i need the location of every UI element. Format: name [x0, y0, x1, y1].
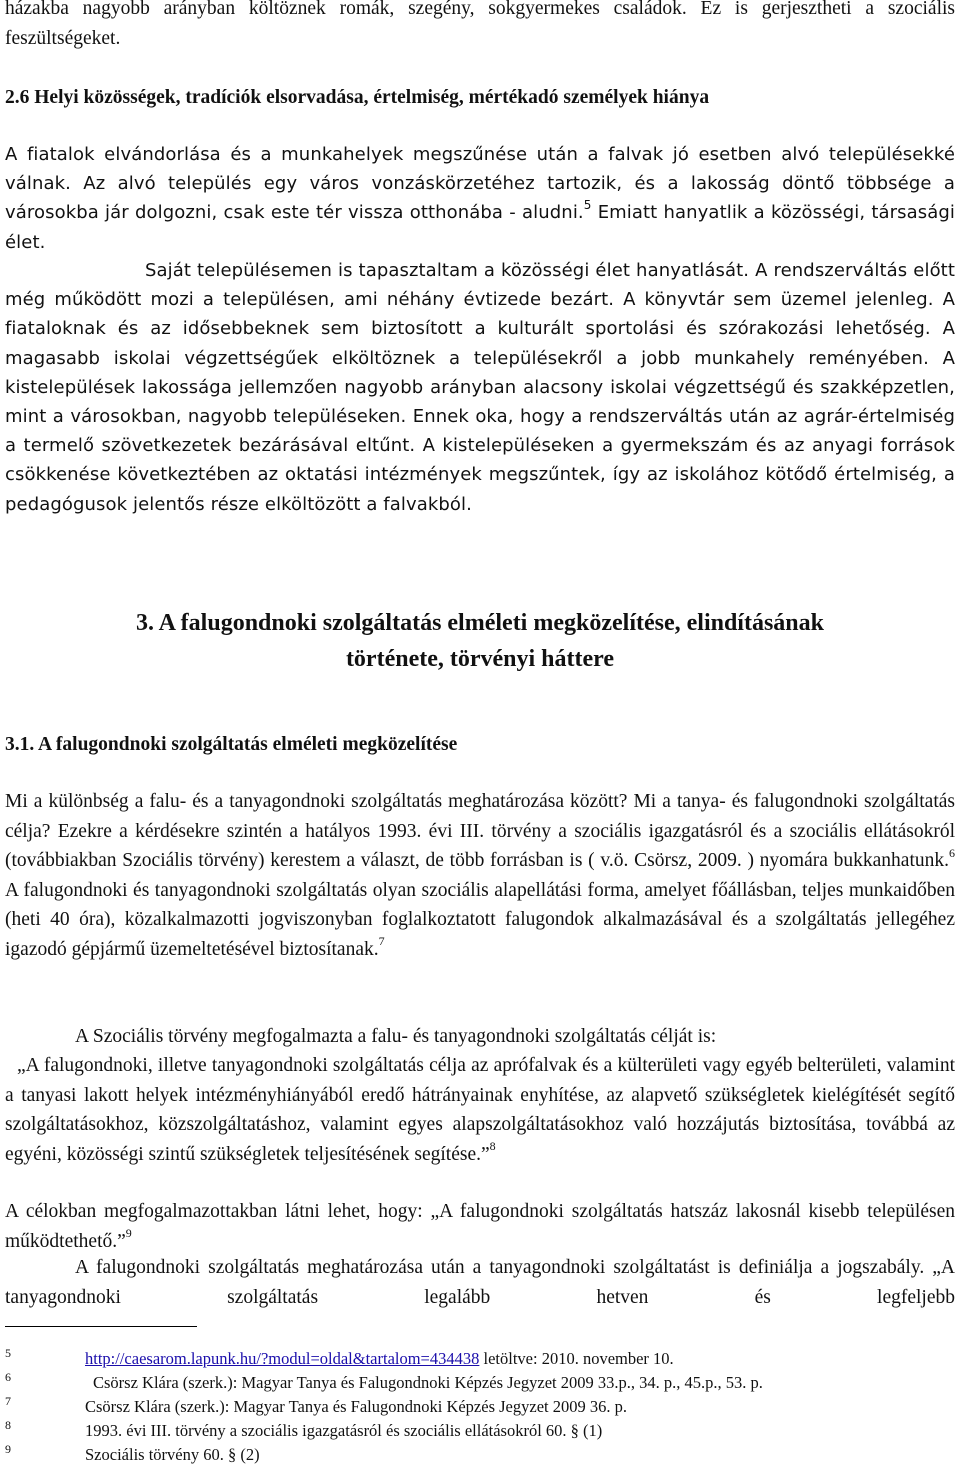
footnote-text: 1993. évi III. törvény a szociális igazgatásról és szociális ellátásokról 60. § (1) — [85, 1421, 603, 1440]
footnote-text: Csörsz Klára (szerk.): Magyar Tanya és Falugondnoki Képzés Jegyzet 2009 33.p., 34. p., 45.p., 53. p. — [93, 1373, 763, 1392]
section-3-1-p4-text: A falugondnoki szolgáltatás meghatározása után a tanyagondnoki szolgáltatást is definiálja a jogszabály. „A tanyagondnoki szolgáltatás legalább hetven és legfeljebb — [5, 1257, 955, 1308]
section-2-6-paragraph-1 — [5, 140, 955, 257]
section-3-1-p2-text: A Szociális törvény megfogalmazta a falu- és tanyagondnoki szolgáltatás célját is: — [75, 1026, 717, 1047]
footnote-number: 6 — [5, 1370, 11, 1384]
top-paragraph: házakba nagyobb arányban költöznek romák, szegény, sokgyermekes családok. Ez is gerjesztheti a szociális feszültségeket. — [5, 0, 955, 49]
chapter-3-title-line-1: 3. A falugondnoki szolgáltatás elméleti megközelítése, elindításának — [136, 610, 824, 636]
section-3-1-paragraph-3 — [5, 1197, 955, 1256]
section-3-1-paragraph-4 — [5, 1253, 955, 1312]
footnote-link[interactable]: http://caesarom.lapunk.hu/?modul=oldal&tartalom=434438 — [85, 1349, 480, 1368]
footnote-text: Csörsz Klára (szerk.): Magyar Tanya és Falugondnoki Képzés Jegyzet 2009 36. p. — [85, 1397, 627, 1416]
footnote-ref-8[interactable]: 8 — [489, 1139, 496, 1153]
footnote-ref-6[interactable]: 6 — [949, 845, 955, 860]
footnote-separator — [5, 1326, 197, 1327]
footnote-text: Szociális törvény 60. § (2) — [85, 1445, 260, 1464]
section-2-6-paragraph-2 — [5, 256, 955, 519]
section-3-1-p1-tail: A falugondnoki és tanyagondnoki szolgáltatás olyan szociális alapellátási forma, amelyet főállásban, teljes munkaidőben (heti 40 óra), közalkalmazotti jogviszonyban foglalkoztatott falugondok alkalmazásával és a szolgáltatás jellegéhez igazodó gépjármű üzemeltetésével biztosítanak. — [5, 879, 955, 960]
section-3-1-heading: 3.1. A falugondnoki szolgáltatás elméleti megközelítése — [5, 734, 458, 755]
section-2-6-p1-text: A fiatalok elvándorlása és a munkahelyek megszűnése után a falvak jó esetben alvó településekké válnak. Az alvó település egy város vonzáskörzetéhez tartozik, és a lakosság döntő többsége a városokba jár dolgozni, csak este tér vissza otthonába - aludni. — [5, 144, 955, 224]
section-3-1-paragraph-2 — [5, 1022, 955, 1052]
footnote-ref-9[interactable]: 9 — [125, 1226, 132, 1240]
footnote-ref-5[interactable]: 5 — [583, 198, 592, 213]
section-2-6-p2-text: Saját településemen is tapasztaltam a közösségi élet hanyatlását. A rendszerváltás előtt még működött mozi a településen, ami néhány évtizede bezárt. A könyvtár sem üzemel jelenleg. A fiataloknak és az idősebbeknek sem biztosított a kulturált sportolási és szórakozási lehetőség. A magasabb iskolai végzettségűek elköltöznek a településekről a jobb munkahely reményében. A kistelepülések lakossága jellemzően nagyobb arányban alacsony iskolai végzettségű és szakképzetlen, mint a városokban, nagyobb településeken. Ennek oka, hogy a rendszerváltás után az agrár-értelmiség a termelő szövetkezetek bezárásával eltűnt. A kistelepüléseken a gyermekszám és az anyagi források csökkenése következtében az oktatási intézmények megszűntek, így az iskolához kötődő értelmiség, a pedagógusok jelentős része elköltözött a falvakból. — [5, 260, 955, 515]
section-2-6-heading: 2.6 Helyi közösségek, tradíciók elsorvadása, értelmiség, mértékadó személyek hiánya — [5, 87, 710, 108]
section-3-1-p1-text: Mi a különbség a falu- és a tanyagondnoki szolgáltatás meghatározása között? Mi a tanya- és falugondnoki szolgáltatás célja? Ezekre a kérdésekre szintén a hatályos 1993. évi III. törvény a szociális igazgatásról és a szociális ellátásokról (továbbiakban Szociális törvény) kerestem a választ, de több forrásban is ( v.ö. Csörsz, 2009. ) nyomára bukkanhatunk. — [5, 791, 955, 871]
footnote-number: 5 — [5, 1346, 11, 1360]
footnote-number: 9 — [5, 1442, 11, 1456]
footnote-ref-7[interactable]: 7 — [378, 934, 385, 948]
section-2-6-p1-tail: Emiatt hanyatlik a közösségi, társasági élet. — [5, 202, 956, 253]
section-3-1-quote — [5, 1051, 955, 1169]
section-3-1-quote-text: „A falugondnoki, illetve tanyagondnoki szolgáltatás célja az aprófalvak és a külterületi vagy egyéb belterületi, valamint a tanyasi lakott helyek intézményhiányából eredő hátrányainak enyhítése, az alapvető szükségletek kielégítését segítő szolgáltatásokhoz, közszolgáltatáshoz, valamint egyes alapszolgáltatásokhoz való hozzájutás biztosítása, továbbá az egyéni, közösségi szintű szükségletek teljesítésének segítése.” — [5, 1055, 955, 1165]
chapter-3-title-line-2: története, törvényi háttere — [345, 646, 615, 672]
footnote-text: letöltve: 2010. november 10. — [479, 1349, 674, 1368]
footnote-number: 8 — [5, 1418, 11, 1432]
section-3-1-paragraph-1 — [5, 787, 955, 964]
footnote-number: 7 — [5, 1394, 11, 1408]
section-3-1-p3-text: A célokban megfogalmazottakban látni lehet, hogy: „A falugondnoki szolgáltatás hatszáz lakosnál kisebb településen működtethető.” — [5, 1201, 955, 1252]
